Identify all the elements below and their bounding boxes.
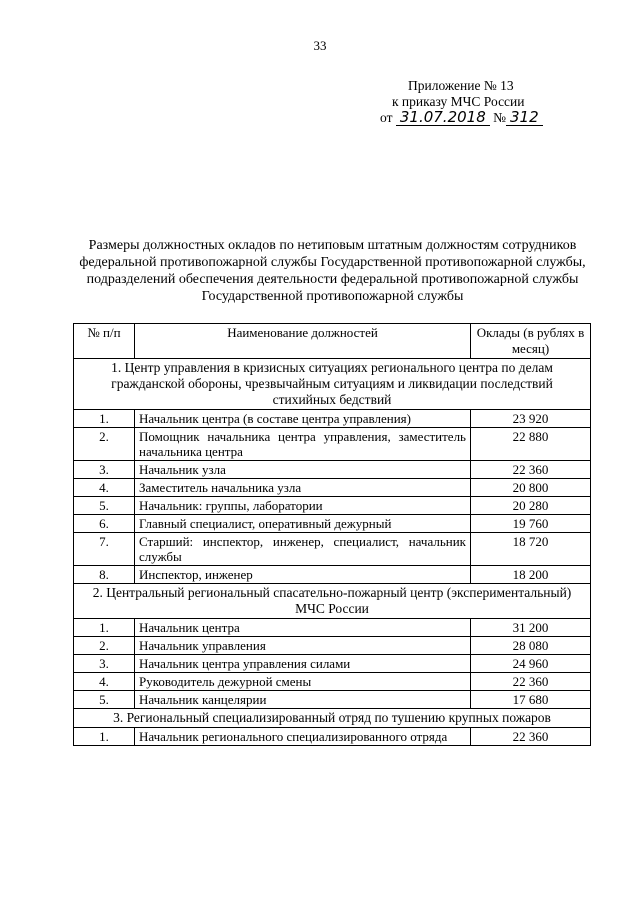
row-num: 2. (74, 637, 135, 655)
row-salary: 22 360 (471, 728, 591, 746)
row-name: Начальник канцелярии (135, 691, 471, 709)
row-name: Главный специалист, оперативный дежурный (135, 515, 471, 533)
row-name: Руководитель дежурной смены (135, 673, 471, 691)
row-num: 8. (74, 566, 135, 584)
table-row (74, 655, 591, 673)
table-row (74, 497, 591, 515)
row-num: 1. (74, 410, 135, 428)
table-row (74, 728, 591, 746)
row-num: 5. (74, 691, 135, 709)
row-name: Начальник регионального специализированного отряда (135, 728, 471, 746)
table-row (74, 566, 591, 584)
row-num: 1. (74, 619, 135, 637)
row-num: 3. (74, 461, 135, 479)
row-salary: 17 680 (471, 691, 591, 709)
date-prefix: от (380, 110, 393, 125)
row-num: 2. (74, 428, 135, 461)
section-row (74, 584, 591, 619)
header-num: № п/п (74, 324, 135, 359)
table-row (74, 637, 591, 655)
row-salary: 22 360 (471, 461, 591, 479)
row-name: Начальник центра (в составе центра управления) (135, 410, 471, 428)
header-salary: Оклады (в рублях в месяц) (471, 324, 591, 359)
table-row (74, 461, 591, 479)
number-prefix: № (493, 110, 507, 125)
row-salary: 20 280 (471, 497, 591, 515)
table-row (74, 533, 591, 566)
row-name: Помощник начальника центра управления, заместитель начальника центра (135, 428, 471, 461)
section-row (74, 359, 591, 410)
table-row (74, 673, 591, 691)
row-salary: 22 880 (471, 428, 591, 461)
row-name: Начальник: группы, лаборатории (135, 497, 471, 515)
row-salary: 23 920 (471, 410, 591, 428)
table-row (74, 619, 591, 637)
row-salary: 20 800 (471, 479, 591, 497)
row-salary: 24 960 (471, 655, 591, 673)
appendix-order: к приказу МЧС России (392, 94, 525, 109)
row-salary: 28 080 (471, 637, 591, 655)
row-num: 4. (74, 673, 135, 691)
row-name: Начальник центра управления силами (135, 655, 471, 673)
row-num: 7. (74, 533, 135, 566)
row-name: Старший: инспектор, инженер, специалист, начальник службы (135, 533, 471, 566)
row-salary: 18 720 (471, 533, 591, 566)
appendix-block (360, 78, 560, 126)
appendix-date-line (360, 110, 560, 126)
row-name: Начальник управления (135, 637, 471, 655)
section-row (74, 709, 591, 728)
document-title: Размеры должностных окладов по нетиповым штатным должностям сотрудников федеральной противопожарной службы Государственной противопожарной службы, подразделений обеспечения деятельности федеральной противопожарной службы Государственной противопожарной службы (79, 238, 586, 304)
appendix-title: Приложение № 13 (408, 78, 514, 93)
row-salary: 18 200 (471, 566, 591, 584)
table-row (74, 691, 591, 709)
header-name: Наименование должностей (135, 324, 471, 359)
section-title: 3. Региональный специализированный отряд по тушению крупных пожаров (74, 709, 591, 728)
salary-table (73, 323, 591, 746)
page-number: 33 (313, 38, 327, 53)
table-row (74, 479, 591, 497)
row-num: 3. (74, 655, 135, 673)
row-num: 1. (74, 728, 135, 746)
table-row (74, 410, 591, 428)
table-row (74, 515, 591, 533)
handwritten-number: 312 (506, 110, 543, 126)
row-salary: 19 760 (471, 515, 591, 533)
row-name: Начальник узла (135, 461, 471, 479)
table-header-row (74, 324, 591, 359)
section-title: 2. Центральный региональный спасательно-пожарный центр (экспериментальный) МЧС России (74, 584, 591, 619)
table-row (74, 428, 591, 461)
row-salary: 31 200 (471, 619, 591, 637)
handwritten-date: 31.07.2018 (396, 110, 490, 126)
section-title: 1. Центр управления в кризисных ситуациях регионального центра по делам гражданской обороны, чрезвычайным ситуациям и ликвидации последствий стихийных бедствий (74, 359, 591, 410)
row-num: 6. (74, 515, 135, 533)
row-name: Начальник центра (135, 619, 471, 637)
row-num: 4. (74, 479, 135, 497)
row-name: Заместитель начальника узла (135, 479, 471, 497)
row-name: Инспектор, инженер (135, 566, 471, 584)
row-num: 5. (74, 497, 135, 515)
row-salary: 22 360 (471, 673, 591, 691)
